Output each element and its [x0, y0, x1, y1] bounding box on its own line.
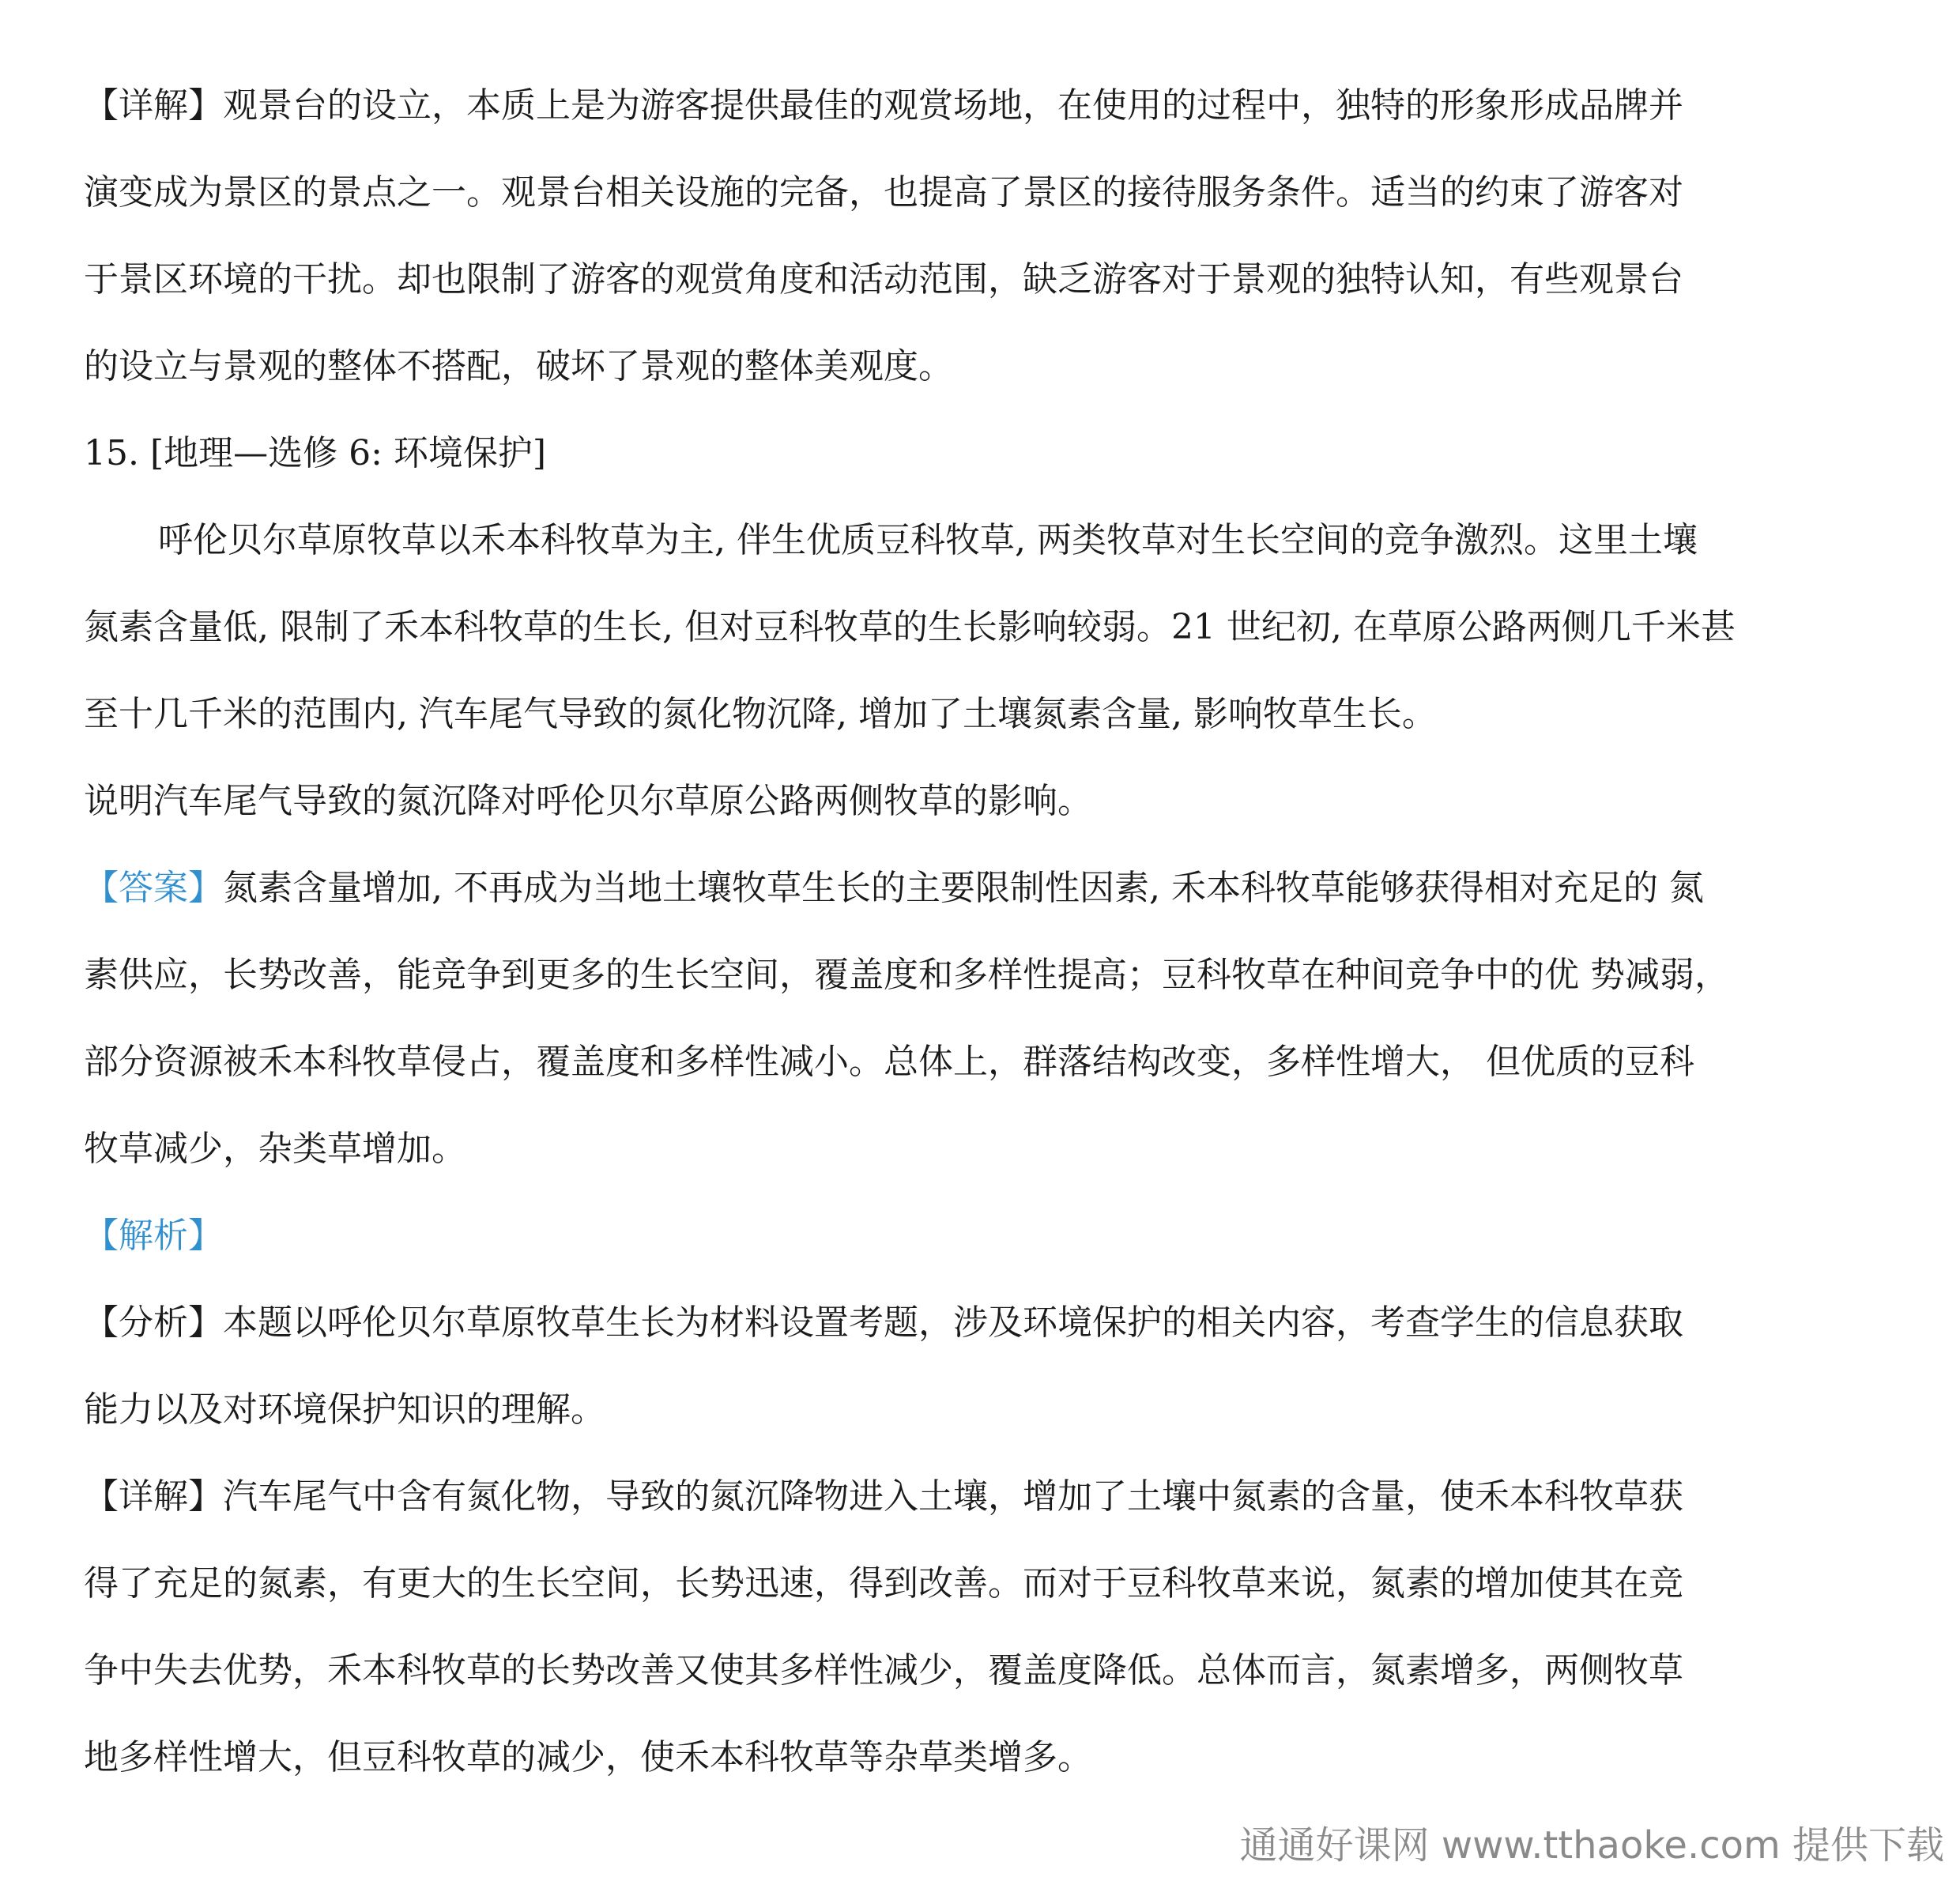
answer-line: 素供应，长势改善，能竞争到更多的生长空间，覆盖度和多样性提高；豆科牧草在种间竞争中的优 势减弱， [84, 955, 1729, 995]
detail-line: 【详解】观景台的设立，本质上是为游客提供最佳的观赏场地，在使用的过程中，独特的形象形成品牌并 [84, 85, 1683, 126]
answer-text: 氮素含量增加, 不再成为当地土壤牧草生长的主要限制性因素, 禾本科牧草能够获得相对充足的 氮 [223, 868, 1704, 908]
answer-label: 【答案】 [84, 868, 223, 908]
xiangjie-line: 【详解】汽车尾气中含有氮化物，导致的氮沉降物进入土壤，增加了土壤中氮素的含量，使禾本科牧草获 [84, 1476, 1683, 1517]
fenxi-line: 能力以及对环境保护知识的理解。 [84, 1389, 605, 1430]
detail-line: 的设立与景观的整体不搭配，破坏了景观的整体美观度。 [84, 346, 953, 386]
answer-first-line [84, 865, 1917, 912]
question-header: 15. [地理—选修 6: 环境保护] [84, 433, 547, 473]
fenxi-line: 【分析】本题以呼伦贝尔草原牧草生长为材料设置考题，涉及环境保护的相关内容，考查学生的信息获取 [84, 1302, 1683, 1343]
question-prompt: 说明汽车尾气导致的氮沉降对呼伦贝尔草原公路两侧牧草的影响。 [84, 781, 1092, 821]
xiangjie-line: 地多样性增大，但豆科牧草的减少，使禾本科牧草等杂草类增多。 [84, 1737, 1092, 1777]
material-line: 氮素含量低, 限制了禾本科牧草的生长, 但对豆科牧草的生长影响较弱。21 世纪初, 在草原公路两侧几千米甚 [84, 607, 1736, 647]
material-line: 呼伦贝尔草原牧草以禾本科牧草为主, 伴生优质豆科牧草, 两类牧草对生长空间的竞争激烈。这里土壤 [158, 520, 1698, 560]
material-line: 至十几千米的范围内, 汽车尾气导致的氮化物沉降, 增加了土壤氮素含量, 影响牧草生长。 [84, 694, 1437, 734]
detail-line: 演变成为景区的景点之一。观景台相关设施的完备，也提高了景区的接待服务条件。适当的约束了游客对 [84, 172, 1683, 213]
watermark-text: 通通好课网 www.tthaoke.com 提供下载 [1239, 1823, 1944, 1868]
answer-line: 牧草减少，杂类草增加。 [84, 1129, 466, 1169]
xiangjie-line: 争中失去优势，禾本科牧草的长势改善又使其多样性减少，覆盖度降低。总体而言，氮素增多，两侧牧草 [84, 1650, 1683, 1691]
detail-line: 于景区环境的干扰。却也限制了游客的观赏角度和活动范围，缺乏游客对于景观的独特认知，有些观景台 [84, 259, 1683, 300]
answer-line: 部分资源被禾本科牧草侵占，覆盖度和多样性减小。总体上，群落结构改变，多样性增大， 但优质的豆科 [84, 1042, 1694, 1082]
xiangjie-line: 得了充足的氮素，有更大的生长空间，长势迅速，得到改善。而对于豆科牧草来说，氮素的增加使其在竞 [84, 1563, 1683, 1604]
analysis-label: 【解析】 [84, 1216, 223, 1256]
